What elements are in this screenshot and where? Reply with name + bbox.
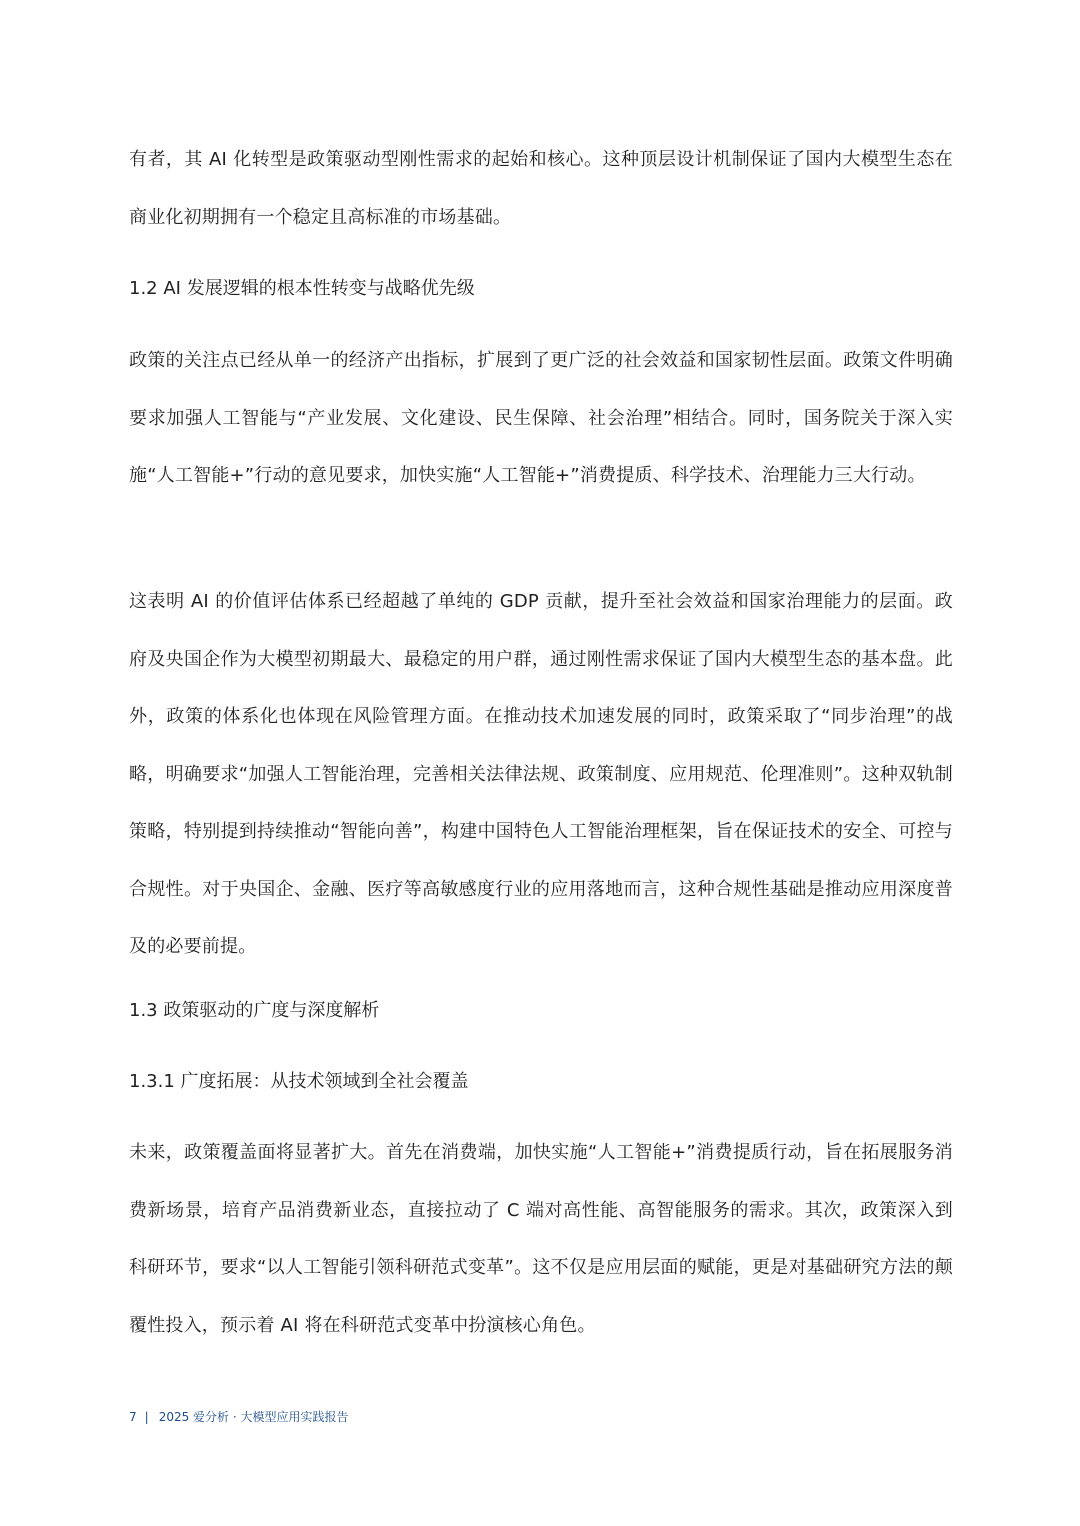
heading-1-3-1: 1.3.1 广度拓展：从技术领域到全社会覆盖 xyxy=(129,1071,469,1092)
paragraph-future-coverage: 未来，政策覆盖面将显著扩大。首先在消费端，加快实施“人工智能+”消费提质行动，旨在拓展服务消费新场景，培育产品消费新业态，直接拉动了 C 端对高性能、高智能服务的需求。其次，政策深入到科研环节，要求“以人工智能引领科研范式变革”。这不仅是应用层面的赋能，更是对基础研究方法的颠覆性投入，预示着 AI 将在科研范式变革中扮演核心角色。 xyxy=(129,1142,953,1336)
heading-1-3: 1.3 政策驱动的广度与深度解析 xyxy=(129,1000,380,1021)
page-footer xyxy=(129,1409,349,1425)
page-number: 7 xyxy=(129,1410,137,1424)
footer-separator: | xyxy=(144,1410,149,1424)
paragraph-intro: 有者，其 AI 化转型是政策驱动型刚性需求的起始和核心。这种顶层设计机制保证了国内大模型生态在商业化初期拥有一个稳定且高标准的市场基础。 xyxy=(129,149,953,228)
report-title: 2025 爱分析 · 大模型应用实践报告 xyxy=(158,1410,349,1424)
heading-1-2: 1.2 AI 发展逻辑的根本性转变与战略优先级 xyxy=(129,278,475,299)
paragraph-policy-focus: 政策的关注点已经从单一的经济产出指标，扩展到了更广泛的社会效益和国家韧性层面。政策文件明确要求加强人工智能与“产业发展、文化建设、民生保障、社会治理”相结合。同时，国务院关于深入实施“人工智能+”行动的意见要求，加快实施“人工智能+”消费提质、科学技术、治理能力三大行动。 xyxy=(129,350,953,486)
paragraph-value-system: 这表明 AI 的价值评估体系已经超越了单纯的 GDP 贡献，提升至社会效益和国家治理能力的层面。政府及央国企作为大模型初期最大、最稳定的用户群，通过刚性需求保证了国内大模型生态的基本盘。此外，政策的体系化也体现在风险管理方面。在推动技术加速发展的同时，政策采取了“同步治理”的战略，明确要求“加强人工智能治理，完善相关法律法规、政策制度、应用规范、伦理准则”。这种双轨制策略，特别提到持续推动“智能向善”，构建中国特色人工智能治理框架，旨在保证技术的安全、可控与合规性。对于央国企、金融、医疗等高敏感度行业的应用落地而言，这种合规性基础是推动应用深度普及的必要前提。 xyxy=(129,591,953,957)
